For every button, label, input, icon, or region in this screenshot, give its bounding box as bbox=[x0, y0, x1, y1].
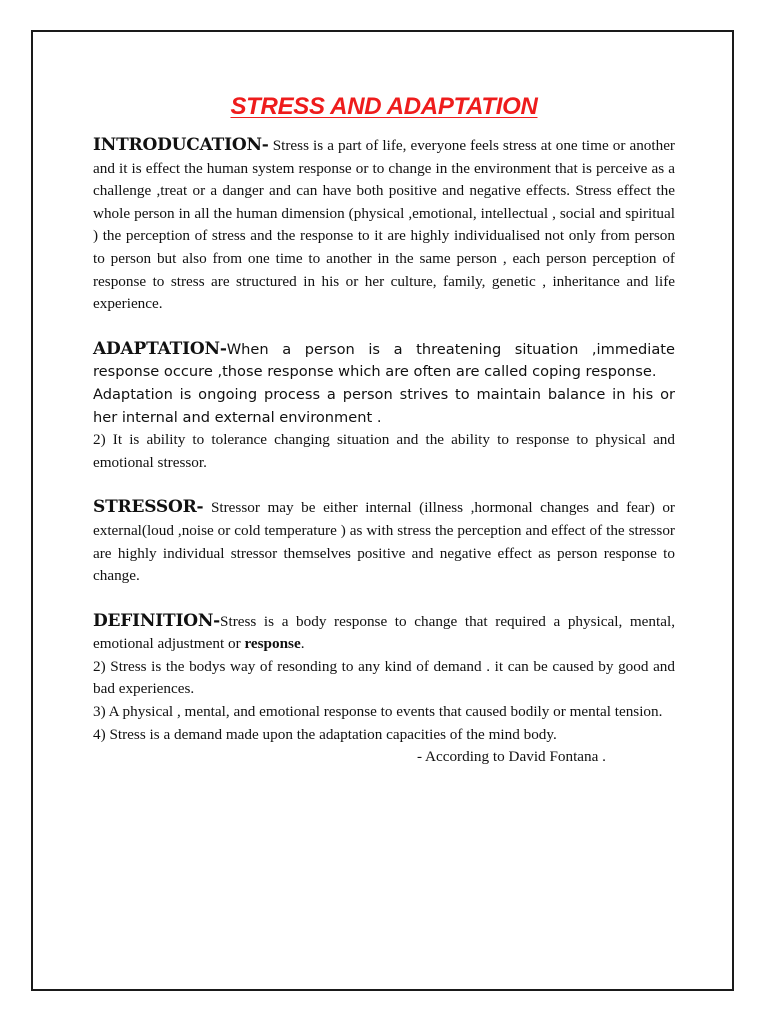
definition-paragraph bbox=[93, 610, 675, 656]
definition-item-2: 2) Stress is the bodys way of resonding to any kind of demand . it can be caused by good and bad experiences. bbox=[93, 657, 675, 698]
stressor-section bbox=[93, 496, 675, 587]
stressor-paragraph bbox=[93, 496, 675, 587]
adaptation-text: When a person is a threatening situation ,immediate response occure ,those response which are often are called coping response. bbox=[93, 340, 675, 381]
introduction-dash: - bbox=[261, 135, 269, 155]
adaptation-line-3: 2) It is ability to tolerance changing situation and the ability to response to physical and emotional stressor. bbox=[93, 431, 675, 471]
adaptation-paragraph bbox=[93, 338, 675, 384]
definition-period: . bbox=[300, 635, 305, 653]
stressor-heading: STRESSOR bbox=[93, 497, 197, 518]
introduction-section bbox=[93, 134, 675, 316]
definition-item-4: 4) Stress is a demand made upon the adaptation capacities of the mind body. bbox=[93, 725, 557, 743]
definition-text: Stress is a body response to change that required a physical, mental, emotional adjustment or bbox=[93, 612, 675, 653]
document-title: STRESS AND ADAPTATION bbox=[230, 93, 538, 120]
definition-dash: - bbox=[213, 610, 221, 631]
definition-bold-word: response bbox=[244, 635, 301, 653]
definition-heading: DEFINITION bbox=[93, 610, 214, 631]
adaptation-section bbox=[93, 338, 675, 475]
definition-attribution: - According to David Fontana . bbox=[417, 748, 606, 766]
document-body bbox=[93, 90, 675, 791]
adaptation-line-2: Adaptation is ongoing process a person strives to maintain balance in his or her internal and external environment . bbox=[93, 385, 675, 426]
introduction-paragraph bbox=[93, 134, 675, 316]
definition-section bbox=[93, 610, 675, 769]
adaptation-dash: - bbox=[219, 338, 227, 359]
adaptation-heading: ADAPTATION bbox=[93, 338, 220, 359]
introduction-heading: INTRODUCATION bbox=[93, 135, 262, 155]
definition-item-3: 3) A physical , mental, and emotional response to events that caused bodily or mental tension. bbox=[93, 703, 663, 721]
stressor-dash: - bbox=[196, 497, 204, 518]
stressor-text: Stressor may be either internal (illness ,hormonal changes and fear) or external(loud ,noise or cold temperature ) as with stress the perception and effect of the stressor are highly individual stressor themselves positive and negative effect as person response to change. bbox=[93, 499, 675, 585]
introduction-text: Stress is a part of life, everyone feels stress at one time or another and it is effect the human system response or to change in the environment that is perceive as a challenge ,treat or a danger and can have both positive and negative effects. Stress effect the whole person in all the human dimension (physical ,emotional, intellectual , social and spiritual ) the perception of stress and the response to it are highly individualised not only from person to person but also from one time to another in the same person , each person perception of response to stress are structured in his or her culture, family, genetic , inheritance and life experience. bbox=[93, 137, 675, 313]
